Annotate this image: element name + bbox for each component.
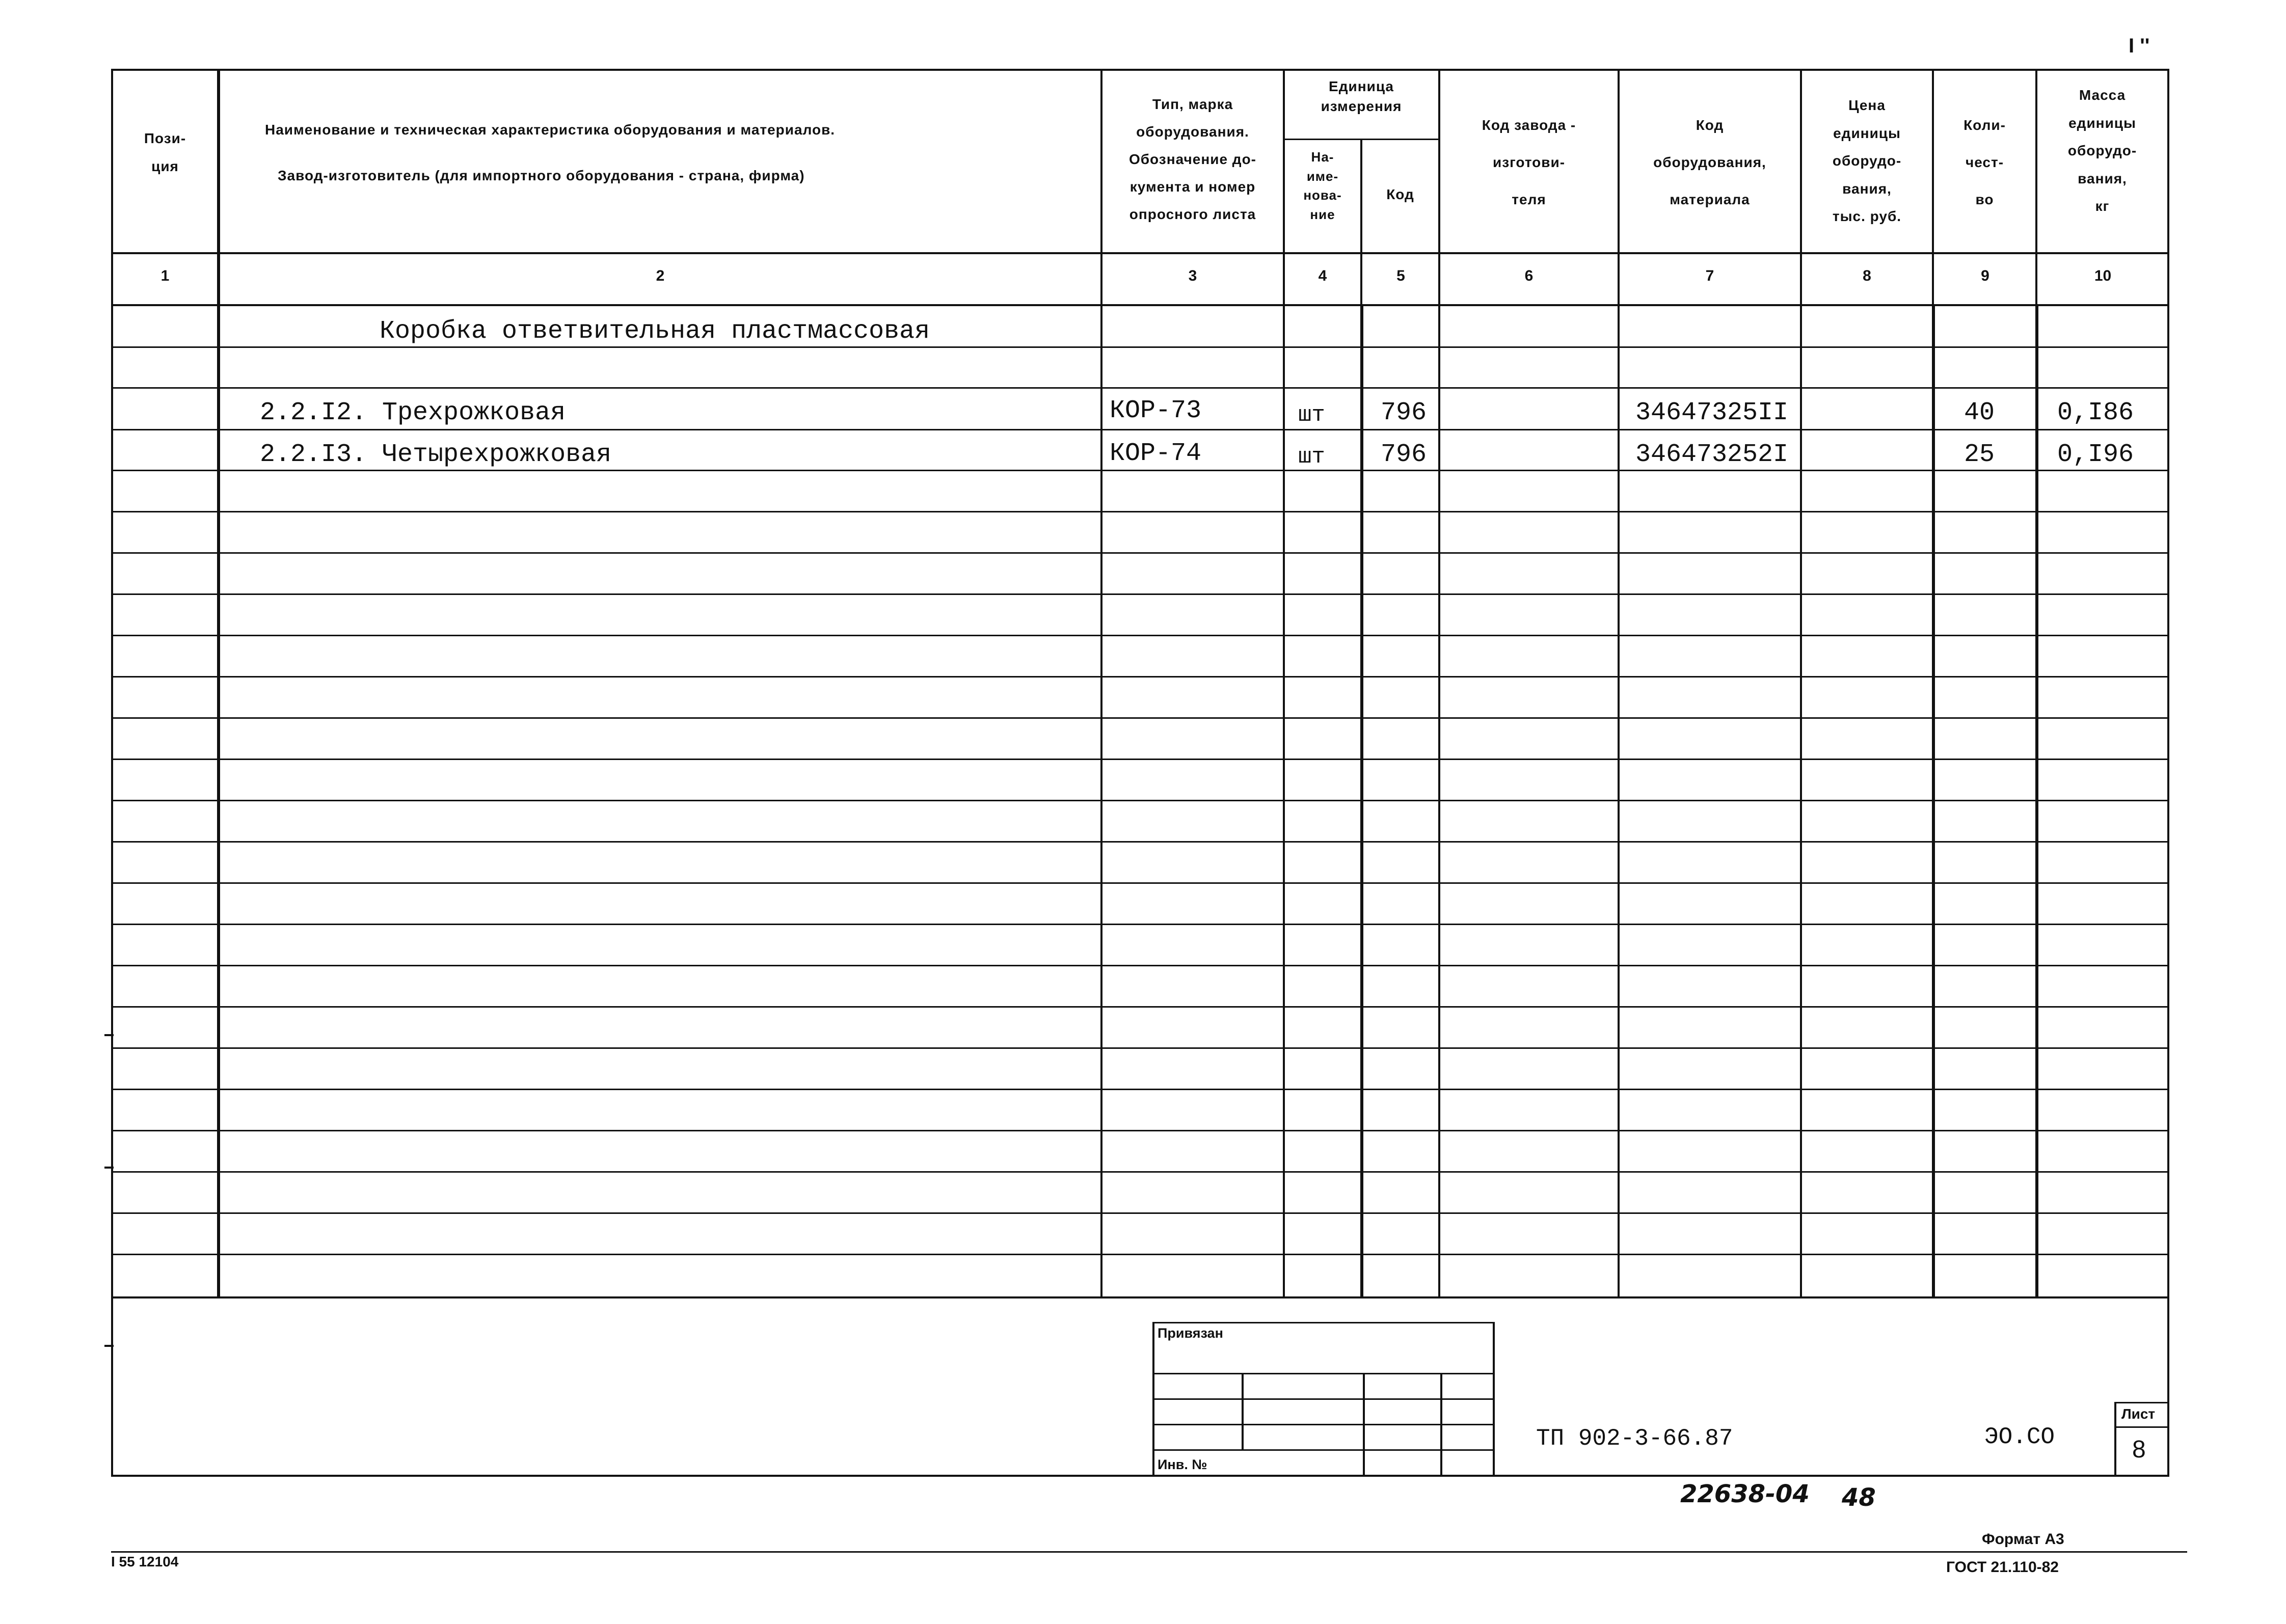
header-type: Тип, марка оборудования. Обозначение до- кумента и номер опросного листа — [1128, 96, 1257, 223]
header-mass: Масса единицы оборудо- вания, кг — [2067, 87, 2137, 214]
handwritten-number: 22638-04 — [1680, 1480, 1810, 1508]
row-name: 2.2.I2. Трехрожковая — [260, 398, 566, 427]
row-type: КОР-74 — [1110, 439, 1202, 468]
footer-format: Формат А3 — [1982, 1531, 2064, 1548]
header-unit-code: Код — [1386, 186, 1414, 202]
footer-left-code: I 55 12104 — [111, 1554, 179, 1569]
handwritten-page: 48 — [1842, 1483, 1876, 1512]
binding-tick — [104, 1034, 114, 1036]
row-unit-code: 796 — [1381, 440, 1427, 469]
row-equipment-code: 34647325II — [1635, 398, 1789, 427]
row-equipment-code: 346473252I — [1635, 440, 1789, 469]
row-name: 2.2.I3. Четырехрожковая — [260, 440, 612, 469]
row-unit-code: 796 — [1381, 398, 1427, 427]
section-title: Коробка ответвительная пластмассовая — [380, 317, 930, 346]
row-unit: шт — [1298, 402, 1325, 428]
column-number-7: 7 — [1705, 267, 1714, 284]
header-price: Цена единицы оборудо- вания, тыс. руб. — [1832, 97, 1902, 225]
header-name-line1: Наименование и техническая характеристика оборудования и материалов. — [265, 122, 836, 138]
stamp-bound-label: Привязан — [1158, 1325, 1223, 1341]
stamp-inventory-label: Инв. № — [1158, 1457, 1207, 1472]
column-number-10: 10 — [2094, 267, 2112, 284]
column-number-3: 3 — [1188, 267, 1197, 284]
stamp-section-code: ЭО.СО — [1984, 1424, 2055, 1450]
column-number-2: 2 — [656, 267, 665, 284]
row-unit: шт — [1298, 444, 1325, 470]
stamp-sheet-number: 8 — [2132, 1436, 2146, 1463]
header-maker-code: Код завода - изготови- теля — [1482, 117, 1576, 207]
column-number-5: 5 — [1396, 267, 1405, 284]
column-number-8: 8 — [1863, 267, 1871, 284]
binding-tick — [104, 1167, 114, 1169]
column-number-6: 6 — [1524, 267, 1534, 284]
footer-rule — [111, 1551, 2187, 1553]
corner-mark: I '' — [2129, 35, 2150, 57]
stamp-sheet-label: Лист — [2121, 1406, 2156, 1422]
header-unit-name: На- име- нова- ние — [1303, 149, 1342, 223]
column-number-1: 1 — [160, 267, 170, 284]
row-mass: 0,I96 — [2057, 440, 2134, 469]
row-type: КОР-73 — [1110, 396, 1202, 425]
header-name-line2: Завод-изготовитель (для импортного оборудования - страна, фирма) — [278, 168, 805, 183]
header-equipment-code: Код оборудования, материала — [1653, 117, 1766, 207]
column-number-4: 4 — [1318, 267, 1327, 284]
header-position: Пози- ция — [144, 130, 186, 174]
column-number-9: 9 — [1981, 267, 1989, 284]
row-mass: 0,I86 — [2057, 398, 2134, 427]
row-quantity: 40 — [1964, 398, 1995, 427]
header-unit: Единица измерения — [1321, 78, 1402, 115]
row-quantity: 25 — [1964, 440, 1995, 469]
stamp-document-code: ТП 902-3-66.87 — [1536, 1425, 1733, 1452]
header-quantity: Коли- чест- во — [1964, 117, 2006, 207]
footer-gost: ГОСТ 21.110-82 — [1946, 1559, 2059, 1576]
binding-tick — [104, 1345, 114, 1347]
